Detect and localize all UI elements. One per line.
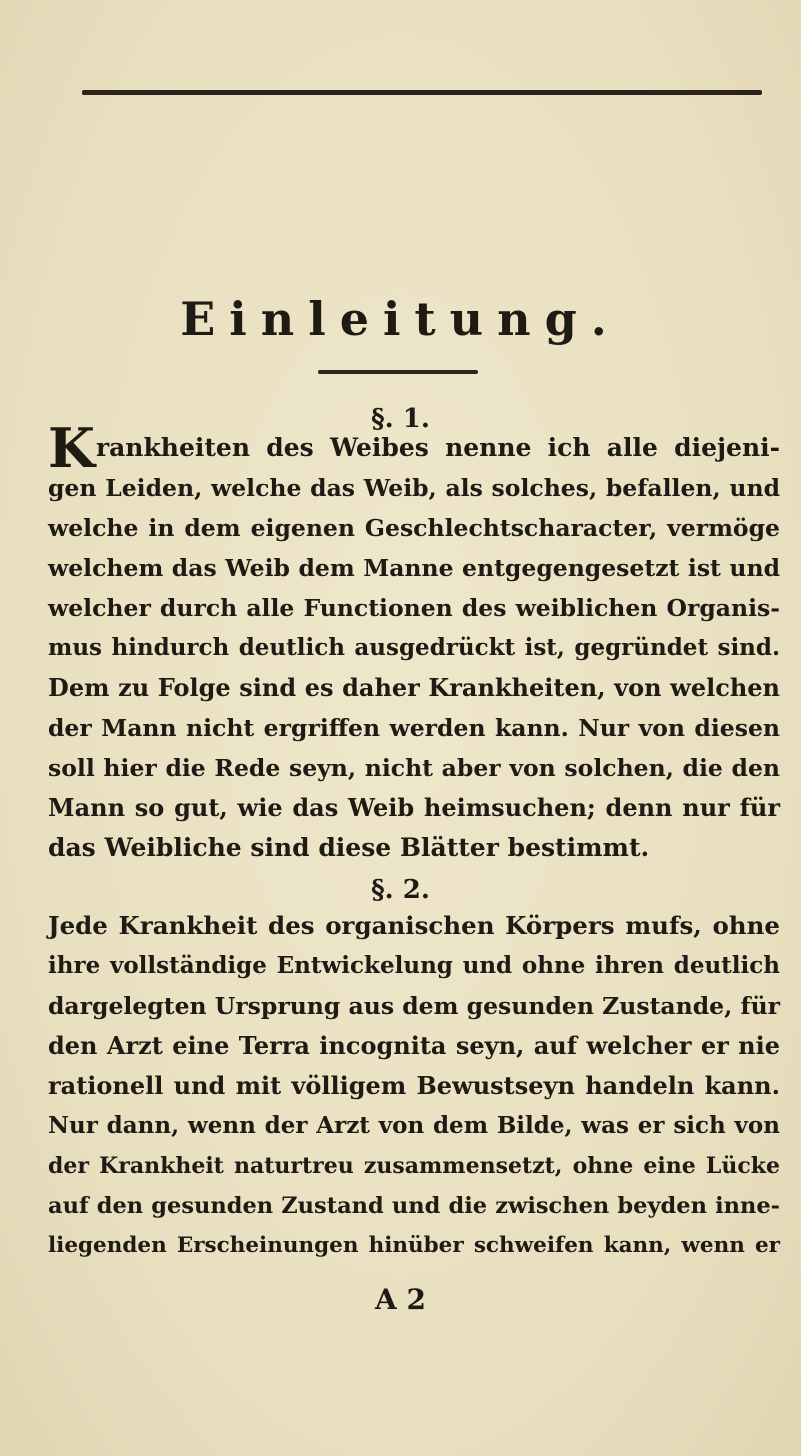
text-line-content: rankheiten des Weibes nenne ich alle diejeni- xyxy=(95,433,780,462)
text-line: Nur dann, wenn der Arzt von dem Bilde, was er sich von xyxy=(48,1112,780,1139)
text-line: mus hindurch deutlich ausgedrückt ist, gegründet sind. xyxy=(48,634,780,661)
text-line: der Mann nicht ergriffen werden kann. Nur von diesen xyxy=(48,714,780,742)
text-line: liegenden Erscheinungen hinüber schweifen kann, wenn er xyxy=(48,1233,780,1258)
text-line: auf den gesunden Zustand und die zwischen beyden inne- xyxy=(48,1193,780,1219)
paragraph-1 xyxy=(48,416,780,868)
text-line: welchem das Weib dem Manne entgegengesetzt ist und xyxy=(48,554,780,582)
text-line: Dem zu Folge sind es daher Krankheiten, von welchen xyxy=(48,673,780,702)
signature-mark: A 2 xyxy=(375,1283,426,1316)
text-line: welche in dem eigenen Geschlechtscharacter, vermöge xyxy=(48,514,780,542)
top-rule xyxy=(82,90,762,95)
title-rule xyxy=(318,370,478,374)
section-mark-2: §. 2. xyxy=(371,875,430,905)
drop-cap: K xyxy=(48,416,95,480)
text-line: gen Leiden, welche das Weib, als solches, befallen, und xyxy=(48,474,780,502)
paragraph-2 xyxy=(48,906,780,1266)
text-line: der Krankheit naturtreu zusammensetzt, ohne eine Lücke xyxy=(48,1153,780,1179)
text-line: das Weibliche sind diese Blätter bestimmt. xyxy=(48,833,650,862)
text-line xyxy=(48,416,780,480)
text-line: Jede Krankheit des organischen Körpers mufs, ohne xyxy=(48,911,780,940)
text-line: rationell und mit völligem Bewustseyn handeln kann. xyxy=(48,1071,780,1100)
chapter-title: Einleitung. xyxy=(180,292,621,346)
text-line: den Arzt eine Terra incognita seyn, auf welcher er nie xyxy=(48,1031,780,1060)
section-mark-1: §. 1. xyxy=(371,404,430,434)
text-line: welcher durch alle Functionen des weiblichen Organis- xyxy=(48,594,780,622)
text-line: soll hier die Rede seyn, nicht aber von solchen, die den xyxy=(48,754,780,782)
text-line: ihre vollständige Entwickelung und ohne ihren deutlich xyxy=(48,952,780,979)
text-line: dargelegten Ursprung aus dem gesunden Zustande, für xyxy=(48,992,781,1020)
text-line: Mann so gut, wie das Weib heimsuchen; denn nur für xyxy=(48,793,780,822)
